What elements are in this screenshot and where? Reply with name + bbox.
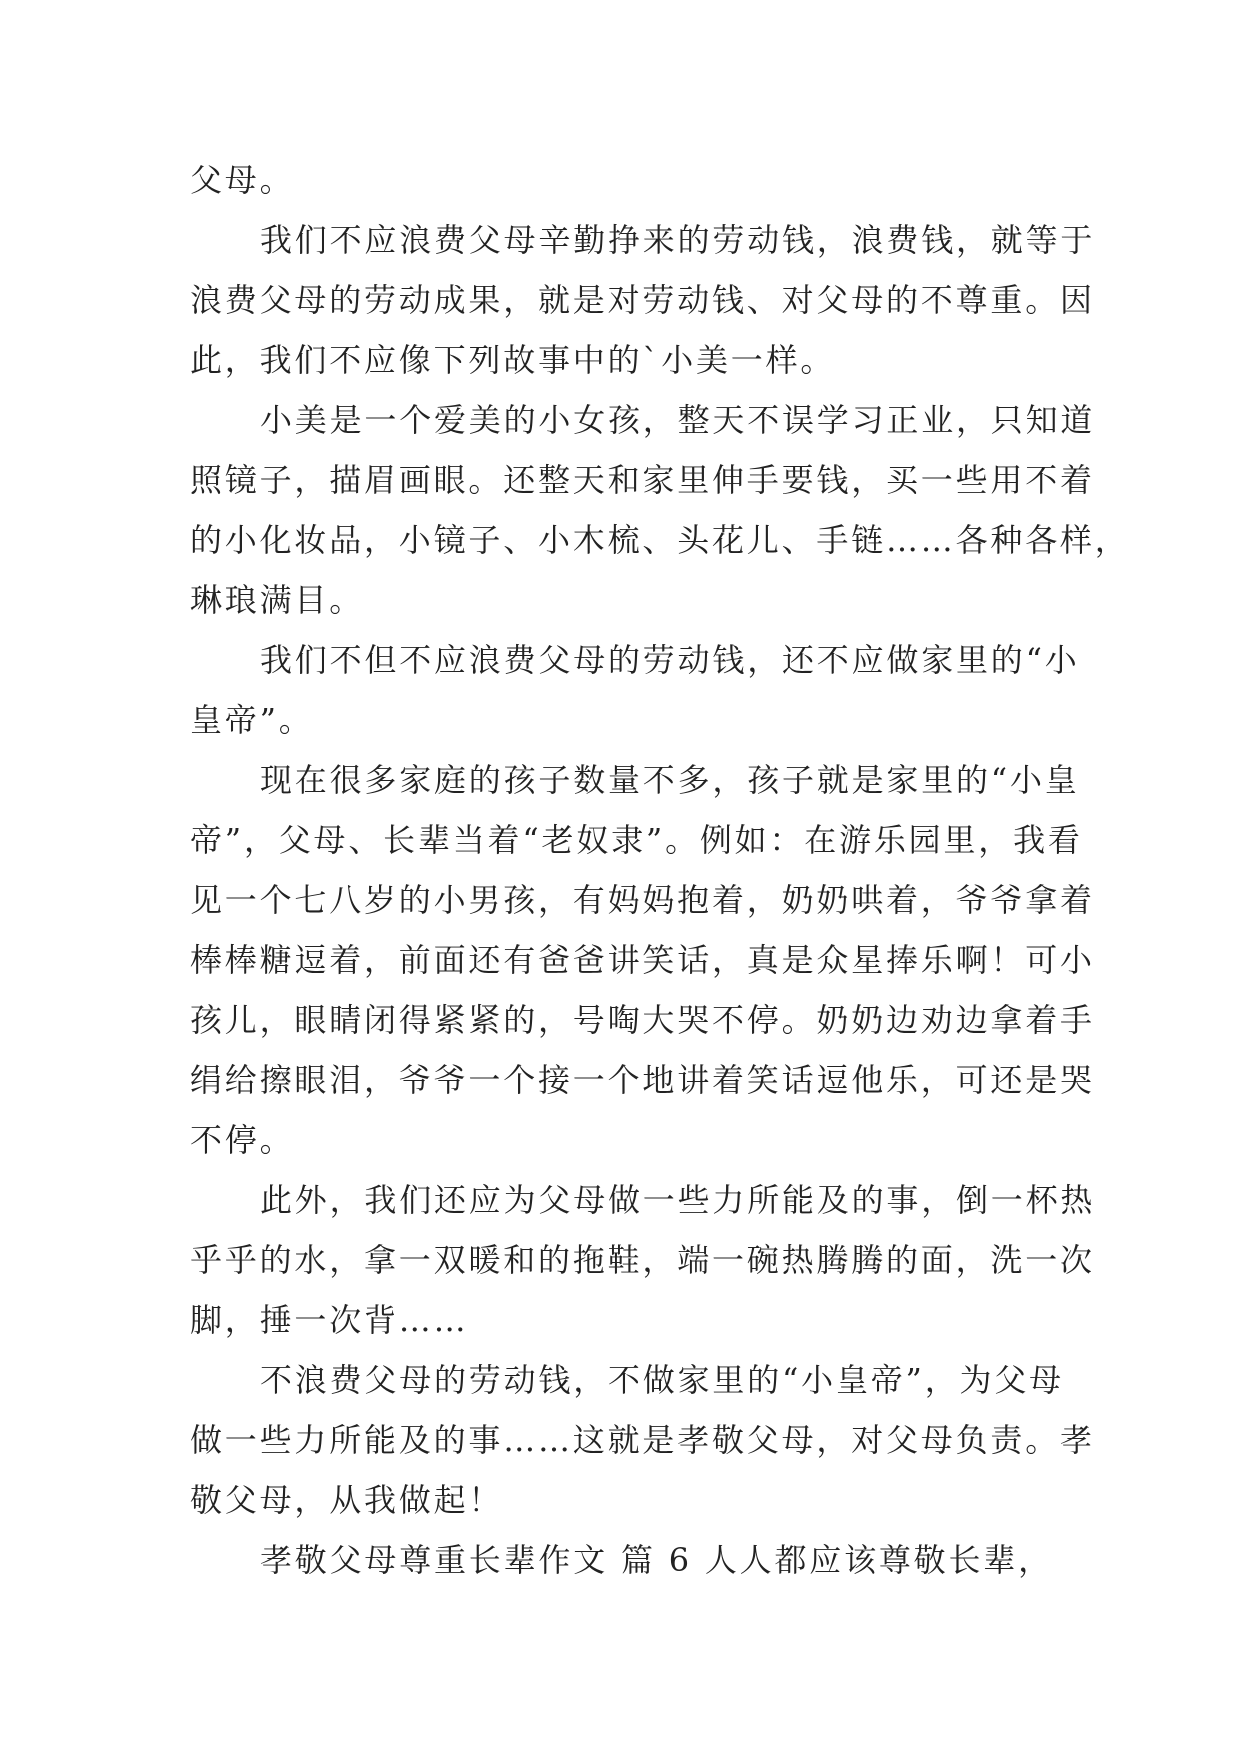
text-line: 敬父母，从我做起！ [190, 1481, 504, 1519]
document-body [190, 150, 1130, 1590]
text-line: 帝”，父母、长辈当着“老奴隶”。例如：在游乐园里，我看 [190, 821, 1083, 859]
text-line: 不浪费父母的劳动钱，不做家里的“小皇帝”，为父母 [260, 1361, 1064, 1399]
text-line: 见一个七八岁的小男孩，有妈妈抱着，奶奶哄着，爷爷拿着 [190, 881, 1095, 919]
text-line: 浪费父母的劳动成果，就是对劳动钱、对父母的不尊重。因 [190, 281, 1095, 319]
text-line: 绢给擦眼泪，爷爷一个接一个地讲着笑话逗他乐，可还是哭 [190, 1061, 1095, 1099]
text-line: 现在很多家庭的孩子数量不多，孩子就是家里的“小皇 [260, 761, 1080, 799]
text-line: 父母。 [190, 161, 295, 199]
text-line: 脚，捶一次背…… [190, 1301, 469, 1339]
text-line: 此外，我们还应为父母做一些力所能及的事，倒一杯热 [260, 1181, 1096, 1219]
text-line: 小美是一个爱美的小女孩，整天不误学习正业，只知道 [260, 401, 1096, 439]
text-line: 不停。 [190, 1121, 295, 1159]
text-line: 做一些力所能及的事……这就是孝敬父母，对父母负责。孝 [190, 1421, 1095, 1459]
text-line: 此，我们不应像下列故事中的`小美一样。 [190, 341, 836, 379]
section-heading-line: 孝敬父母尊重长辈作文 篇 6 人人都应该尊敬长辈， [260, 1541, 1053, 1579]
text-line: 我们不应浪费父母辛勤挣来的劳动钱，浪费钱，就等于 [260, 221, 1096, 259]
text-line: 皇帝”。 [190, 701, 314, 739]
text-line: 我们不但不应浪费父母的劳动钱，还不应做家里的“小 [260, 641, 1080, 679]
text-line: 棒棒糖逗着，前面还有爸爸讲笑话，真是众星捧乐啊！可小 [190, 941, 1095, 979]
text-line: 孩儿，眼睛闭得紧紧的，号啕大哭不停。奶奶边劝边拿着手 [190, 1001, 1095, 1039]
text-line: 乎乎的水，拿一双暖和的拖鞋，端一碗热腾腾的面，洗一次 [190, 1241, 1095, 1279]
text-line: 照镜子，描眉画眼。还整天和家里伸手要钱，买一些用不着 [190, 461, 1095, 499]
text-line: 的小化妆品，小镜子、小木梳、头花儿、手链……各种各样， [190, 521, 1130, 559]
text-line: 琳琅满目。 [190, 581, 365, 619]
